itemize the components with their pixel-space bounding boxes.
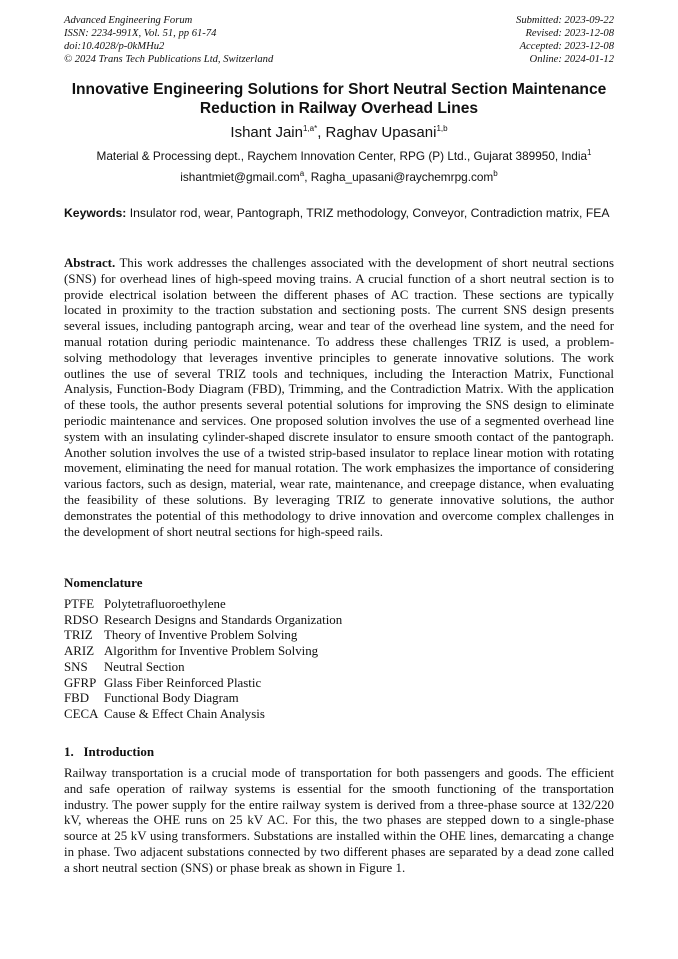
author-name: Raghav Upasani <box>325 124 437 141</box>
nomenclature-item <box>64 628 342 644</box>
nomenclature-item <box>64 613 342 629</box>
journal-name: Advanced Engineering Forum <box>64 15 193 26</box>
nomenclature-item <box>64 644 342 660</box>
nomenclature-item <box>64 691 342 707</box>
accepted-date: Accepted: 2023-12-08 <box>519 41 614 52</box>
journal-info <box>64 14 273 66</box>
nomenclature-def: Glass Fiber Reinforced Plastic <box>104 675 262 690</box>
email-sup: b <box>493 169 498 179</box>
email-link[interactable]: Ragha_upasani@raychemrpg.com <box>310 170 494 184</box>
author-name: Ishant Jain <box>230 124 303 141</box>
nomenclature-item <box>64 597 342 613</box>
paper-title: Innovative Engineering Solutions for Short Neutral Section Maintenance Reduction in Railway Overhead Lines <box>71 81 607 117</box>
nomenclature-abbr: FBD <box>64 691 90 706</box>
issn: ISSN: 2234-991X, Vol. 51, pp 61-74 <box>64 28 217 39</box>
nomenclature-def: Polytetrafluoroethylene <box>104 597 226 611</box>
copyright: © 2024 Trans Tech Publications Ltd, Switzerland <box>64 54 274 65</box>
nomenclature-abbr: ARIZ <box>64 644 95 659</box>
authors: Ishant Jain$^{1,a*}$, Raghav Upasani$^{1,b}$ <box>230 124 448 141</box>
doi: doi:10.4028/p-0kMHu2 <box>64 41 165 52</box>
nomenclature-item <box>64 676 342 692</box>
nomenclature-heading: Nomenclature <box>64 575 143 590</box>
nomenclature-item <box>64 660 342 676</box>
nomenclature-item <box>64 707 342 723</box>
nomenclature-def: Functional Body Diagram <box>104 691 239 706</box>
keywords <box>64 206 614 221</box>
abstract-label: Abstract. <box>64 256 116 270</box>
affiliation-sup: 1 <box>587 148 592 158</box>
affiliation-text: Material & Processing dept., Raychem Innovation Center, RPG (P) Ltd., Gujarat 389950, India <box>96 149 588 163</box>
nomenclature-abbr: GFRP <box>64 675 97 690</box>
nomenclature-abbr: SNS <box>64 659 88 674</box>
abstract <box>64 256 614 540</box>
revised-date: Revised: 2023-12-08 <box>525 28 614 39</box>
keywords-label: Keywords: <box>64 206 127 220</box>
nomenclature-def: Cause & Effect Chain Analysis <box>104 706 265 721</box>
email-link[interactable]: ishantmiet@gmail.com <box>180 170 300 184</box>
introduction-text: Railway transportation is a crucial mode of transportation for both passengers and goods. The efficient and safe operation of railway systems is essential for the smooth functioning of the transportation industry. The power supply for the entire railway system is derived from a three-phase source at 132/220 kV, whereas the OHE runs on 25 kV AC. For this, the two phases are stepped down to a single-phase source at 25 kV using transformers. Substations are installed within the OHE lines, demarcating a change in phase. Two adjacent substations connected by two different phases are separated by a dead zone called a short neutral section (SNS) or phase break as shown in Figure 1. <box>64 766 614 875</box>
nomenclature-def: Algorithm for Inventive Problem Solving <box>104 644 319 659</box>
keywords-text: Insulator rod, wear, Pantograph, TRIZ methodology, Conveyor, Contradiction matrix, FEA <box>129 206 610 220</box>
submitted-date: Submitted: 2023-09-22 <box>516 15 614 26</box>
nomenclature-abbr: RDSO <box>64 612 99 627</box>
nomenclature-def: Neutral Section <box>104 659 185 674</box>
author-sup: 1,b <box>436 124 448 133</box>
nomenclature-def: Research Designs and Standards Organization <box>104 612 343 627</box>
nomenclature-abbr: CECA <box>64 706 99 721</box>
nomenclature-abbr: PTFE <box>64 597 95 611</box>
email-sup: a <box>299 169 305 179</box>
nomenclature-def: Theory of Inventive Problem Solving <box>104 628 298 643</box>
dates-info <box>516 14 614 66</box>
introduction-heading: 1. Introduction <box>64 744 155 759</box>
online-date: Online: 2024-01-12 <box>529 54 614 65</box>
nomenclature-abbr: TRIZ <box>64 628 93 643</box>
affiliation <box>0 149 678 163</box>
abstract-text: This work addresses the challenges associated with the development of short neutral sections (SNS) for overhead lines of high-speed moving trains. A crucial function of a short neutral section is to provide electrical isolation between the different phases of AC traction. These sections are typically located in proximity to the traction substation and sectioning posts. The current SNS design presents several issues, including pantograph arcing, wear and tear of the overhead line system, and the need for manual rotation during periodic maintenance. To address these challenges TRIZ is used, a problem-solving methodology that leverages inventive principles to generate innovative solutions. The work outlines the use of several TRIZ tools and techniques, including the Interaction Matrix, Functional Analysis, Function-Body Diagram (FBD), Trimming, and the Contradiction Matrix. With the application of these tools, the author presents several potential solutions for improving the SNS design to eliminate periodic maintenance and services. One proposed solution involves the use of a segmented overhead line system with an insulating cylinder-shaped discrete insulator to ensure smooth contact of the pantograph. Another solution involves the use of a twisted strip-based insulator to replace linear motion with rotating movement, eliminating the need for manual rotation. The work emphasizes the importance of considering various factors, such as design, material, wear rate, maintenance, and creepage distance, when evaluating the feasibility of these solutions. By leveraging TRIZ to generate innovative solutions, the author demonstrates the potential of this methodology to drive innovation and overcome complex challenges in the development of short neutral sections for high-speed rails. <box>64 256 614 539</box>
nomenclature-list <box>64 597 342 723</box>
author-sup: 1,a* <box>302 124 318 133</box>
emails: ishantmiet@gmail.com$^a$, Ragha_upasani@raychemrpg.com$^b$ <box>180 169 498 184</box>
